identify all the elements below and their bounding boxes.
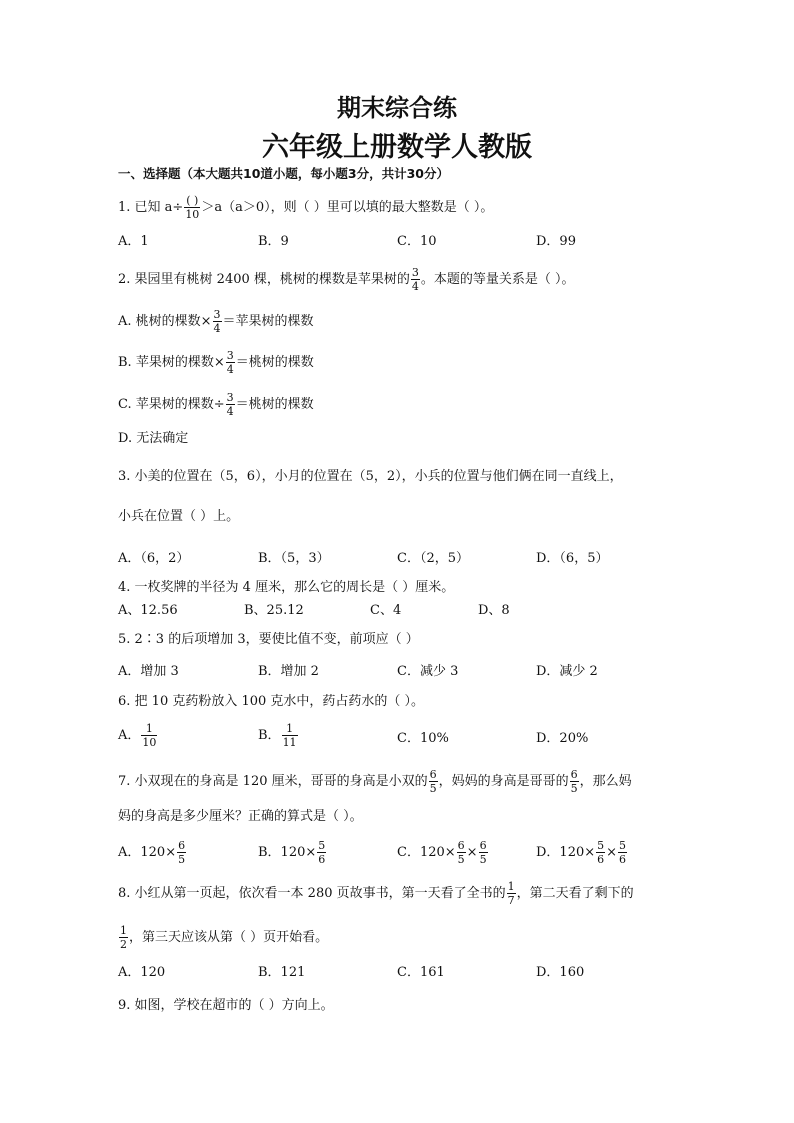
q2-option-b-denominator: 4 [226,363,234,376]
q8-option-c: C．161 [397,965,445,980]
page-subtitle: 六年级上册数学人教版 [262,132,532,163]
q1-text-pre: 1. 已知 a÷ [118,200,184,215]
q8-line-2-text: ，第三天应该从第（ ）页开始看。 [129,930,329,945]
q7-fraction-1-denominator: 5 [429,782,437,795]
q8-fraction-2 [119,924,128,951]
q3-option-b: B．（5，3） [258,551,330,566]
q2-option-c-denominator: 4 [226,405,234,418]
q2-option-b-fraction [226,349,235,376]
q2-option-c-fraction [226,391,235,418]
q8-fraction-2-numerator: 1 [120,924,127,937]
q6-option-d: D．20% [536,731,589,746]
q2-option-b [118,349,314,376]
q7-text-post: ，那么妈 [579,774,632,789]
q1-text-post: ＞a（a＞0），则（ ）里可以填的最大整数是（ ）。 [201,200,494,215]
q4-option-b: B、25.12 [244,603,304,618]
q7-option-d-label: D．120× [536,845,596,860]
q7-fraction-2 [570,768,579,795]
q4-option-c: C、4 [370,603,402,618]
q7-option-b-label: B．120× [258,845,317,860]
q7-option-c-numerator-2: 6 [479,839,487,852]
q1-option-b: B．9 [258,234,289,249]
q2-option-c [118,391,314,418]
q1-option-c: C．10 [397,234,437,249]
q2-option-c-post: ＝桃树的棵数 [235,397,314,412]
q1-fraction-numerator: ( ) [186,194,199,207]
q7-fraction-2-denominator: 5 [570,782,578,795]
q4-option-d: D、8 [478,603,510,618]
q2-option-a-fraction [213,308,222,335]
q5-option-a: A．增加 3 [118,664,179,679]
q3-option-d: D．（6，5） [536,551,609,566]
q2-option-a-pre: A. 桃树的棵数× [118,314,212,329]
q7-option-a-fraction [177,839,186,866]
q7-option-c-fraction-2 [479,839,488,866]
q6-option-b-numerator: 1 [282,722,298,736]
q6-option-b-label: B． [258,728,281,743]
q7-option-a-label: A．120× [118,845,177,860]
q8-fraction-1-numerator: 1 [507,880,515,893]
q7-option-d-fraction-2 [618,839,627,866]
q7-option-c-fraction-1 [457,839,466,866]
q2-option-b-post: ＝桃树的棵数 [235,355,314,370]
question-3-line-2: 小兵在位置（ ）上。 [118,509,240,524]
q3-option-a: A．（6，2） [118,551,190,566]
q2-option-c-pre: C. 苹果树的棵数÷ [118,397,225,412]
q7-option-c-denominator-2: 5 [479,853,487,866]
q6-option-b-fraction [282,722,298,749]
q1-option-d: D．99 [536,234,576,249]
q6-option-a-fraction [141,722,157,749]
question-1 [118,194,493,221]
q1-option-a: A．1 [118,234,149,249]
page-title: 期末综合练 [337,94,457,122]
q7-option-b-numerator: 5 [318,839,326,852]
q7-text-pre: 7. 小双现在的身高是 120 厘米，哥哥的身高是小双的 [118,774,428,789]
q8-fraction-2-denominator: 2 [120,938,127,951]
q2-option-b-pre: B. 苹果树的棵数× [118,355,225,370]
q7-fraction-1-numerator: 6 [429,768,437,781]
q7-option-b-fraction [317,839,326,866]
q8-option-a: A．120 [118,965,166,980]
q7-option-c-label: C．120× [397,845,456,860]
q7-option-d-numerator-2: 5 [619,839,627,852]
q5-option-d: D．减少 2 [536,664,598,679]
q7-fraction-1 [429,768,438,795]
q6-option-a-denominator: 10 [142,736,157,749]
q8-option-b: B．121 [258,965,306,980]
q7-option-d [536,839,628,866]
question-8 [118,880,634,907]
q7-option-b-denominator: 6 [318,853,326,866]
q2-option-a-post: ＝苹果树的棵数 [222,314,314,329]
q7-option-c [397,839,489,866]
q2-option-a-denominator: 4 [213,322,221,335]
q7-option-a-numerator: 6 [178,839,186,852]
q4-option-a: A、12.56 [118,603,178,618]
q7-option-d-fraction-1 [596,839,605,866]
q2-text-pre: 2. 果园里有桃树 2400 棵，桃树的棵数是苹果树的 [118,272,410,287]
q5-option-b: B．增加 2 [258,664,319,679]
question-7 [118,768,632,795]
q7-option-d-times: × [606,845,618,860]
question-6: 6. 把 10 克药粉放入 100 克水中，药占药水的（ ）。 [118,694,425,709]
q2-text-post: 。本题的等量关系是（ ）。 [420,272,575,287]
q2-option-a-numerator: 3 [213,308,221,321]
q7-option-c-denominator-1: 5 [457,853,465,866]
q2-option-c-numerator: 3 [226,391,234,404]
q2-option-b-numerator: 3 [226,349,234,362]
q5-option-c: C．减少 3 [397,664,459,679]
question-5: 5. 2∶3 的后项增加 3，要使比值不变，前项应（ ） [118,632,419,647]
q8-fraction-1-denominator: 7 [507,894,515,907]
q7-option-a-denominator: 5 [178,853,186,866]
q8-fraction-1 [507,880,516,907]
q3-option-c: C．（2，5） [397,551,469,566]
question-7-line-2: 妈的身高是多少厘米？正确的算式是（ ）。 [118,809,363,824]
q6-option-a [118,722,158,749]
q7-option-d-denominator-1: 6 [597,853,605,866]
q2-option-a [118,308,314,335]
q6-option-a-numerator: 1 [141,722,157,736]
q8-text-pre: 8. 小红从第一页起，依次看一本 280 页故事书，第一天看了全书的 [118,886,506,901]
q2-fraction-denominator: 4 [411,280,419,293]
q7-option-d-denominator-2: 6 [619,853,627,866]
q7-option-c-numerator-1: 6 [457,839,465,852]
q1-fraction [184,194,200,221]
q7-option-d-numerator-1: 5 [597,839,605,852]
q8-text-post: ，第二天看了剩下的 [516,886,634,901]
q7-option-c-times: × [466,845,478,860]
question-2 [118,266,575,293]
q2-option-d: D. 无法确定 [118,431,189,446]
q6-option-b [258,722,299,749]
q6-option-a-label: A． [118,728,141,743]
question-3: 3. 小美的位置在（5，6），小月的位置在（5，2），小兵的位置与他们俩在同一直线上， [118,469,623,484]
q6-option-c: C．10% [397,731,449,746]
question-8-line-2 [118,924,328,951]
q6-option-b-denominator: 11 [282,736,297,749]
section-heading: 一、选择题（本大题共10道小题，每小题3分，共计30分） [118,166,449,181]
question-9: 9. 如图，学校在超市的（ ）方向上。 [118,998,334,1013]
q7-option-b [258,839,327,866]
q7-text-mid: ，妈妈的身高是哥哥的 [438,774,569,789]
question-4: 4. 一枚奖牌的半径为 4 厘米，那么它的周长是（ ）厘米。 [118,580,455,595]
q2-fraction [411,266,420,293]
q8-option-d: D．160 [536,965,585,980]
q7-fraction-2-numerator: 6 [570,768,578,781]
q1-fraction-denominator: 10 [185,208,200,221]
q2-fraction-numerator: 3 [411,266,419,279]
q7-option-a [118,839,187,866]
